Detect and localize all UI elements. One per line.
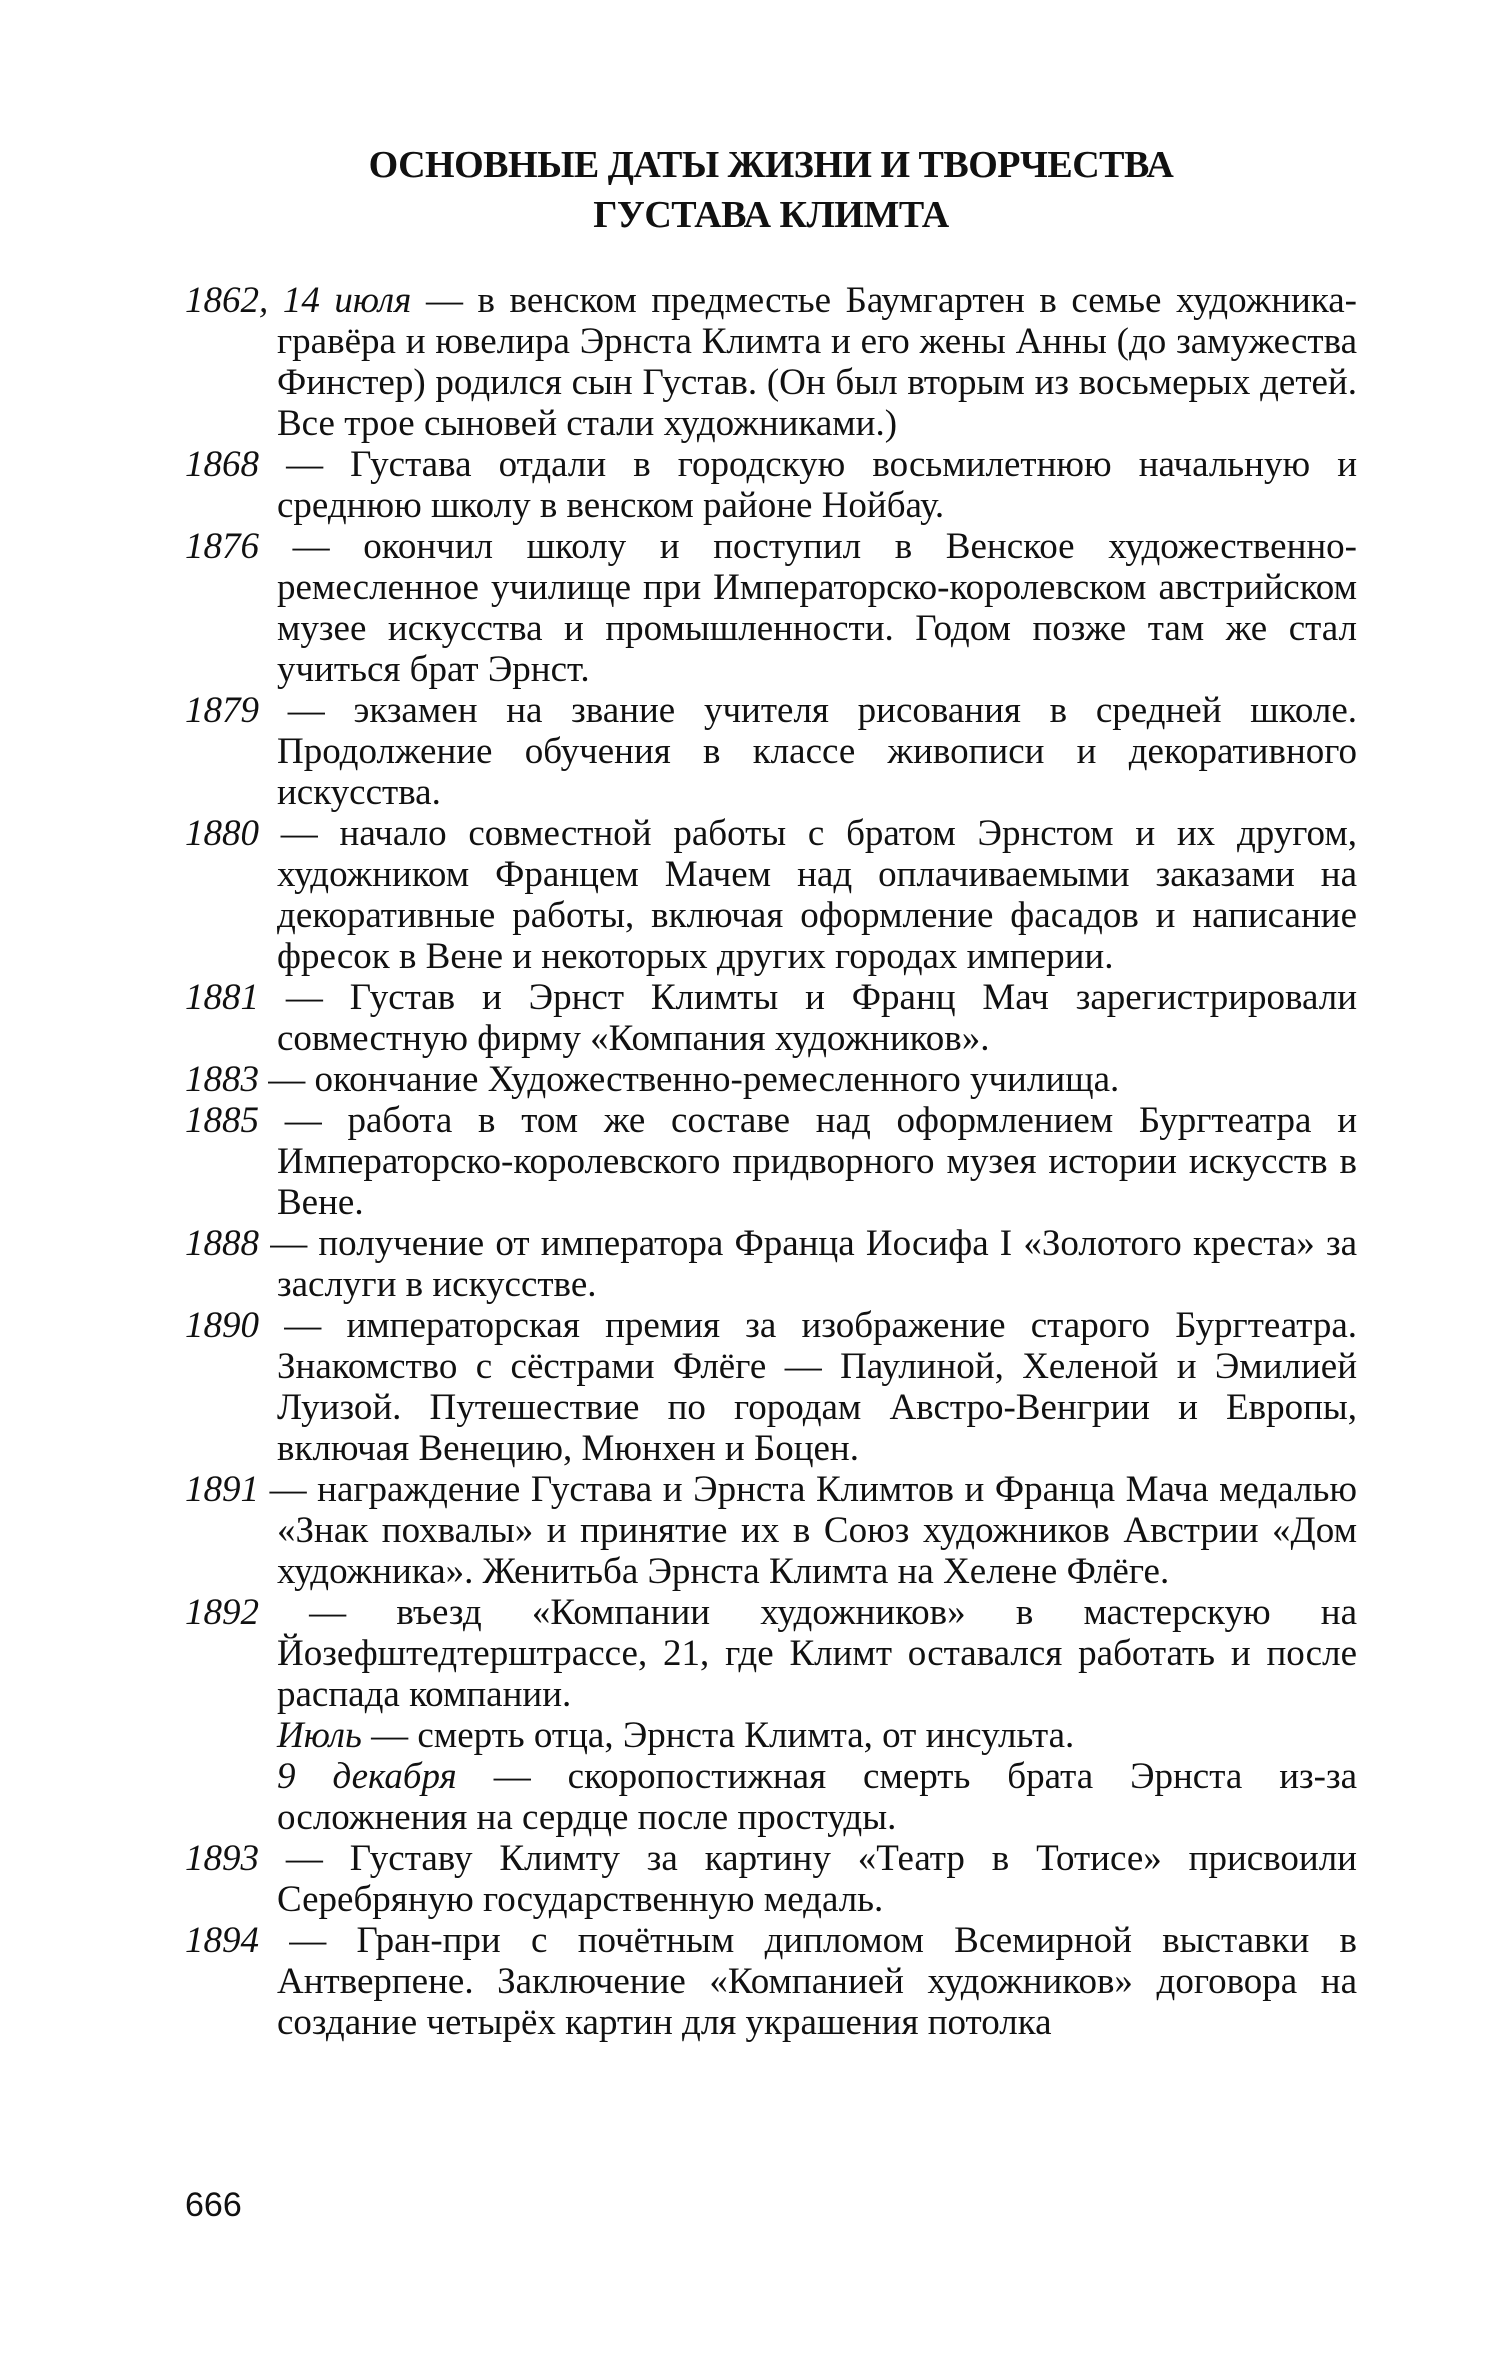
entry-text: — Густава отдали в городскую восьмилетнюю начальную и среднюю школу в венском районе Нойбау. <box>259 444 1357 526</box>
entry-text: — экзамен на звание учителя рисования в средней школе. Продолжение обучения в классе живописи и декоративного искусства. <box>259 690 1357 813</box>
page-number: 666 <box>185 2186 242 2224</box>
entry-text: — Густав и Эрнст Климты и Франц Мач зарегистрировали совместную фирму «Компания художников». <box>259 977 1357 1059</box>
chronology-entry <box>185 1100 1357 1223</box>
title-line-2: ГУСТАВА КЛИМТА <box>593 194 949 236</box>
chronology-entry <box>185 1223 1357 1305</box>
entry-text: — награждение Густава и Эрнста Климтов и Франца Мача медалью «Знак похвалы» и принятие их в Союз художников Австрии «Дом художника». Женитьба Эрнста Климта на Хелене Флёге. <box>259 1469 1357 1592</box>
entry-date: 9 декабря <box>277 1756 457 1797</box>
entry-date: 1879 <box>185 690 259 731</box>
chronology-entry <box>185 280 1357 444</box>
entry-text: — окончил школу и поступил в Венское художественно-ремесленное училище при Императорско-королевском австрийском музее искусства и промышленности. Годом позже там же стал учиться брат Эрнст. <box>259 526 1357 690</box>
entry-text: — Гран-при с почётным дипломом Всемирной выставки в Антверпене. Заключение «Компанией художников» договора на создание четырёх картин для украшения потолка <box>259 1920 1357 2043</box>
chronology-entry <box>185 1469 1357 1592</box>
entry-text: — въезд «Компании художников» в мастерскую на Йозефштедтерштрассе, 21, где Климт оставался работать и после распада компании. <box>259 1592 1357 1715</box>
chronology-entry <box>185 1592 1357 1715</box>
chronology-subentry <box>185 1756 1357 1838</box>
entry-text: — работа в том же составе над оформлением Бургтеатра и Императорско-королевского придворного музея истории искусств в Вене. <box>259 1100 1357 1223</box>
entry-date: 1888 <box>185 1223 259 1264</box>
entry-date: 1892 <box>185 1592 259 1633</box>
page-title <box>185 140 1357 240</box>
chronology-entry <box>185 1920 1357 2043</box>
entry-date: 1890 <box>185 1305 259 1346</box>
entry-date: 1868 <box>185 444 259 485</box>
chronology-entry <box>185 977 1357 1059</box>
chronology-entry <box>185 1059 1357 1100</box>
chronology-entry <box>185 1305 1357 1469</box>
entry-date: 1885 <box>185 1100 259 1141</box>
entry-date: 1894 <box>185 1920 259 1961</box>
entry-text: — императорская премия за изображение старого Бургтеатра. Знакомство с сёстрами Флёге — Паулиной, Хеленой и Эмилией Луизой. Путешествие по городам Австро-Венгрии и Европы, включая Венецию, Мюнхен и Боцен. <box>259 1305 1357 1469</box>
entry-date: 1862, 14 июля <box>185 280 412 321</box>
entry-date: Июль <box>277 1715 362 1756</box>
entry-text: — получение от императора Франца Иосифа I «Золотого креста» за заслуги в искусстве. <box>259 1223 1357 1305</box>
chronology-list <box>185 280 1357 2043</box>
entry-date: 1881 <box>185 977 259 1018</box>
chronology-entry <box>185 444 1357 526</box>
chronology-entry <box>185 690 1357 813</box>
chronology-entry <box>185 1838 1357 1920</box>
entry-text: — в венском предместье Баумгартен в семье художника-гравёра и ювелира Эрнста Климта и его жены Анны (до замужества Финстер) родился сын Густав. (Он был вторым из восьмерых детей. Все трое сыновей стали художниками.) <box>277 280 1357 444</box>
title-line-1: ОСНОВНЫЕ ДАТЫ ЖИЗНИ И ТВОРЧЕСТВА <box>368 144 1174 186</box>
entry-text: — смерть отца, Эрнста Климта, от инсульта. <box>361 1715 1075 1756</box>
entry-date: 1876 <box>185 526 259 567</box>
entry-text: — скоропостижная смерть брата Эрнста из-за осложнения на сердце после простуды. <box>277 1756 1357 1838</box>
chronology-entry <box>185 813 1357 977</box>
entry-date: 1891 <box>185 1469 259 1510</box>
chronology-entry <box>185 526 1357 690</box>
entry-text: — окончание Художественно-ремесленного училища. <box>259 1059 1120 1100</box>
entry-text: — Густаву Климту за картину «Театр в Тотисе» присвоили Серебряную государственную медаль. <box>259 1838 1357 1920</box>
chronology-subentry <box>185 1715 1357 1756</box>
entry-date: 1883 <box>185 1059 259 1100</box>
entry-date: 1880 <box>185 813 259 854</box>
entry-text: — начало совместной работы с братом Эрнстом и их другом, художником Францем Мачем над оплачиваемыми заказами на декоративные работы, включая оформление фасадов и написание фресок в Вене и некоторых других городах империи. <box>259 813 1357 977</box>
entry-date: 1893 <box>185 1838 259 1879</box>
